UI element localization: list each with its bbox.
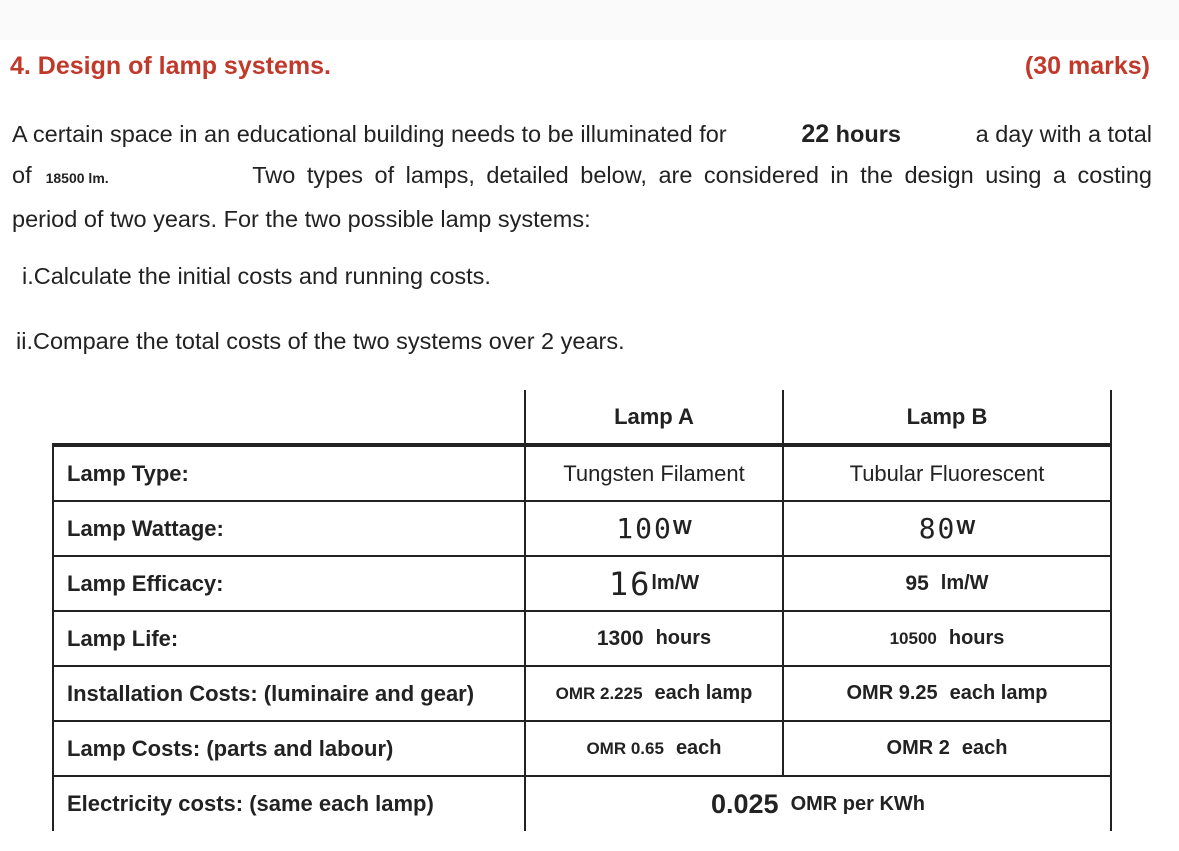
- question-heading: [10, 52, 1150, 81]
- electricity-cost: 0.025: [710, 788, 779, 819]
- table-row-efficacy: Lamp Efficacy: 16 lm/W 95 lm/W: [52, 557, 1112, 612]
- header-lamp-a: Lamp A: [524, 390, 782, 443]
- lamp-b-wattage: 80: [918, 512, 957, 545]
- lamp-a-type: Tungsten Filament: [524, 447, 782, 500]
- table-row-install: Installation Costs: (luminaire and gear) OMR 2.225 each lamp OMR 9.25 each lamp: [52, 667, 1112, 722]
- paragraph-line-1: A certain space in an educational building needs to be illuminated for 22 hours a day with a total: [12, 120, 1152, 148]
- hours-word: hours: [835, 121, 901, 147]
- row-label: Lamp Efficacy:: [52, 557, 524, 610]
- row-label: Lamp Costs: (parts and labour): [52, 722, 524, 775]
- paragraph-line-3: period of two years. For the two possible lamp systems:: [12, 206, 591, 232]
- lamp-a-install-cost: OMR 2.225: [555, 683, 643, 703]
- lamp-a-wattage: 100: [616, 512, 673, 545]
- header-lamp-b: Lamp B: [782, 390, 1112, 443]
- row-label: Installation Costs: (luminaire and gear): [52, 667, 524, 720]
- lamp-b-install-cost: OMR 9.25: [846, 682, 938, 704]
- row-label: Lamp Life:: [52, 612, 524, 665]
- lamp-a-life: 1300: [596, 626, 644, 650]
- table-row-electricity: Electricity costs: (same each lamp) 0.025 OMR per KWh: [52, 777, 1112, 831]
- table-header-row: [52, 390, 1112, 445]
- top-band: [0, 0, 1179, 40]
- lamp-b-type: Tubular Fluorescent: [782, 447, 1112, 500]
- row-label: Lamp Wattage:: [52, 502, 524, 555]
- question-title: 4. Design of lamp systems.: [10, 52, 331, 80]
- row-label: Lamp Type:: [52, 447, 524, 500]
- hours-value: 22: [801, 120, 830, 148]
- lamp-b-life: 10500: [889, 628, 937, 648]
- lamp-a-efficacy: 16: [608, 564, 652, 603]
- table-row-wattage: Lamp Wattage: 100 W 80 W: [52, 502, 1112, 557]
- lamp-comparison-table: [52, 390, 1112, 831]
- row-label: Electricity costs: (same each lamp): [52, 777, 524, 831]
- paragraph-line-2: of 18500 lm. Two types of lamps, detailed below, are considered in the design using a costing: [12, 162, 1152, 188]
- question-paragraph: [12, 114, 1152, 240]
- lumens-value: 18500 lm.: [45, 170, 109, 186]
- task-item-i: i.Calculate the initial costs and running costs.: [22, 263, 491, 289]
- lamp-a-lamp-cost: OMR 0.65: [586, 738, 664, 758]
- table-row-life: Lamp Life: 1300 hours 10500 hours: [52, 612, 1112, 667]
- task-item-ii: ii.Compare the total costs of the two systems over 2 years.: [16, 328, 625, 354]
- table-row-lampcost: Lamp Costs: (parts and labour) OMR 0.65 each OMR 2 each: [52, 722, 1112, 777]
- table-row-type: [52, 445, 1112, 502]
- lamp-b-efficacy: 95: [905, 571, 929, 595]
- lamp-b-lamp-cost: OMR 2: [886, 737, 950, 759]
- question-marks: (30 marks): [1024, 52, 1150, 80]
